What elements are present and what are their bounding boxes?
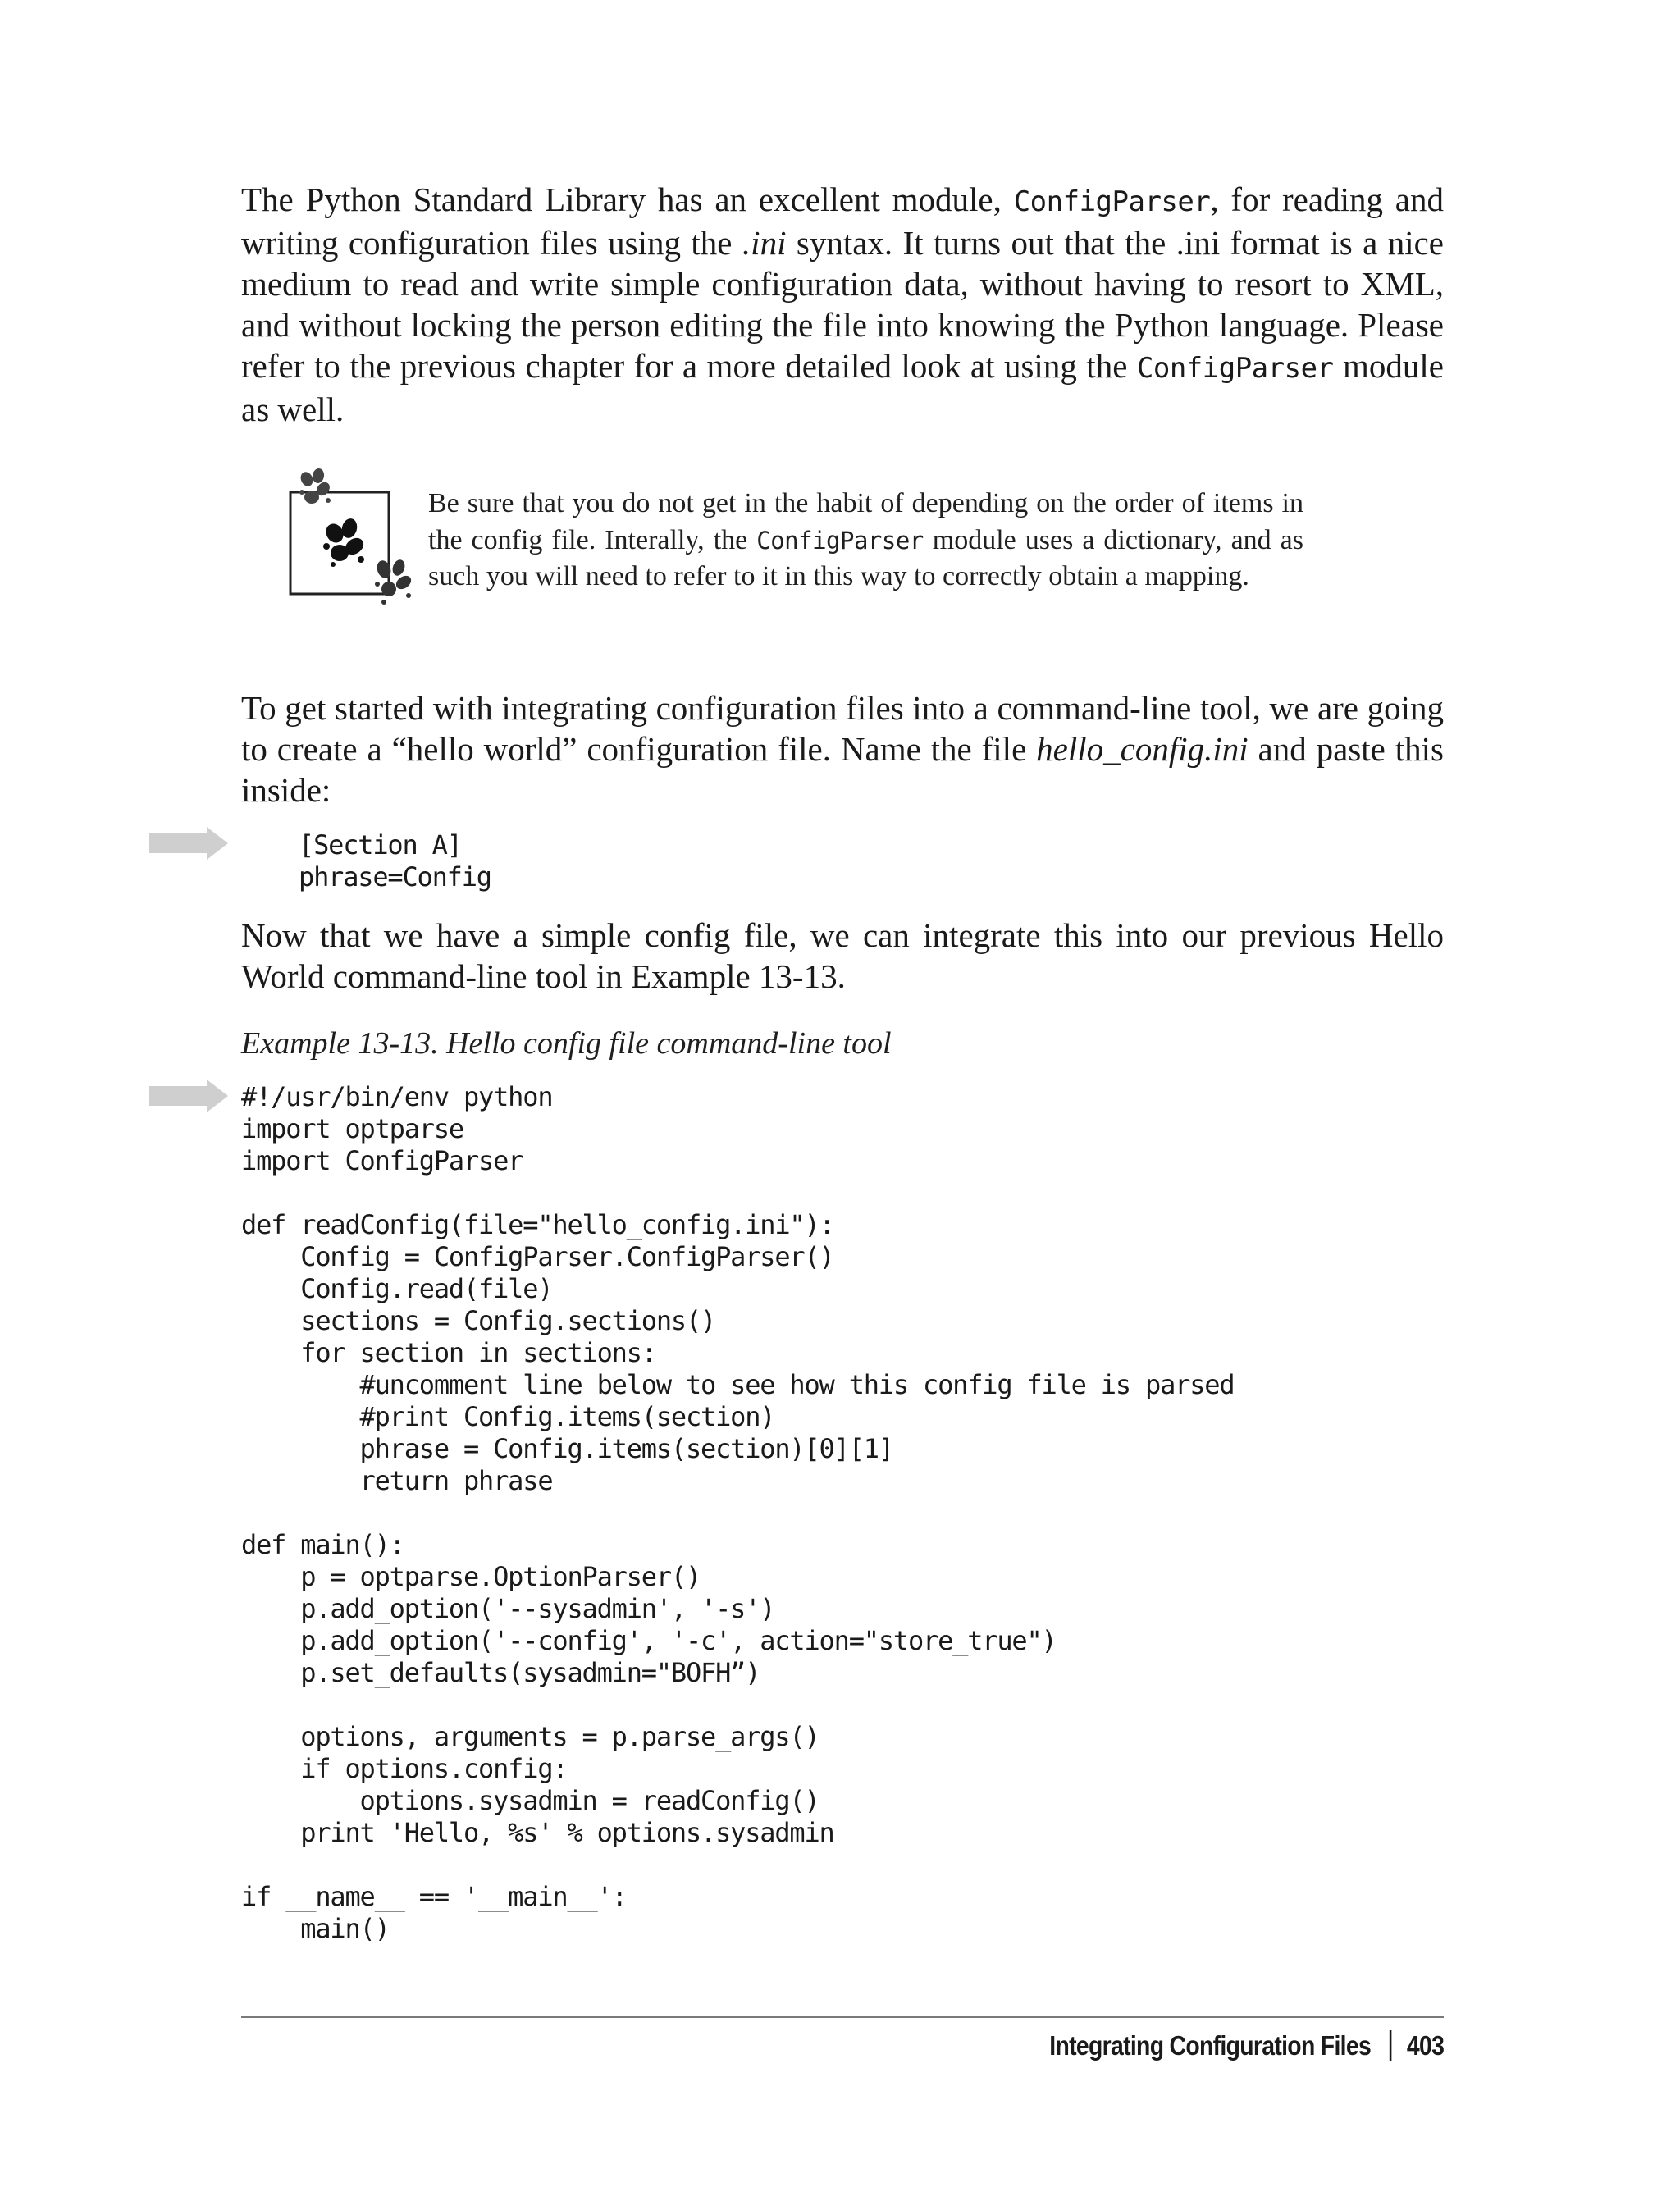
code-line: phrase=Config [299,861,491,892]
code-line: Config = ConfigParser.ConfigParser() [241,1241,834,1272]
code-line: Config.read(file) [241,1273,553,1304]
code-line: return phrase [241,1465,553,1496]
code-line: p = optparse.OptionParser() [241,1561,701,1592]
margin-arrow-icon [149,827,228,860]
code-line: options.sysadmin = readConfig() [241,1785,819,1816]
inline-code-configparser: ConfigParser [756,526,924,555]
code-line: p.set_defaults(sysadmin="BOFH”) [241,1657,760,1688]
code-line: options, arguments = p.parse_args() [241,1721,819,1752]
code-line: p.add_option('--sysadmin', '-s') [241,1593,775,1624]
intro-text-3: syntax. It turns out that the .ini format is a nice medium to read and write simple configuration data, without having to resort to XML, and without locking the person editing the file into knowing the Python language. Please refer to the previous chapter for a more detailed look at using the [241,224,1444,385]
python-code-listing [241,1081,1234,1945]
margin-arrow-icon [149,1080,228,1112]
code-line: if __name__ == '__main__': [241,1881,627,1912]
code-line: sections = Config.sections() [241,1305,716,1336]
turkey-tracks-tip-icon [287,468,415,610]
code-line: def main(): [241,1529,404,1560]
inline-emphasis-ini: .ini [742,224,787,262]
note-text-1: Be sure that you do not get in the habit of depending on the order of items in the config file. Interally, the [428,488,1303,555]
inline-emphasis-filename: hello_config.ini [1036,730,1249,768]
footer-separator [1389,2030,1391,2061]
note-text-2: module uses a dictionary, and as such you will need to refer to it in this way to correctly obtain a mapping. [428,524,1303,591]
tip-note [287,468,1304,640]
code-line: if options.config: [241,1753,568,1784]
intro-paragraph [241,179,1444,430]
code-line: main() [241,1913,390,1944]
get-started-text-2: and paste this inside: [241,730,1444,809]
code-line: #print Config.items(section) [241,1401,775,1432]
get-started-paragraph [241,687,1444,810]
code-line [241,1177,1234,1209]
ini-file-listing [299,829,491,893]
code-line: def readConfig(file="hello_config.ini"): [241,1209,834,1240]
inline-code-configparser: ConfigParser [1136,352,1334,385]
code-line [241,1689,1234,1721]
code-line: phrase = Config.items(section)[0][1] [241,1433,893,1464]
code-line: #uncomment line below to see how this config file is parsed [241,1369,1235,1400]
footer-rule [241,2016,1444,2018]
code-line: for section in sections: [241,1337,656,1368]
running-footer-title: Integrating Configuration Files [1049,2030,1371,2061]
inline-code-configparser: ConfigParser [1013,185,1211,218]
tip-note-text [428,486,1303,596]
intro-text-4: module as well. [241,347,1444,428]
page-number: 403 [1406,2030,1444,2061]
get-started-text-1: To get started with integrating configuration files into a command-line tool, we are going to create a “hello world” configuration file. Name the file [241,689,1444,768]
intro-text-2: , for reading and writing configuration files using the [241,180,1444,262]
code-line: p.add_option('--config', '-c', action="store_true") [241,1625,1057,1656]
example-caption: Example 13-13. Hello config file command-line tool [241,1026,892,1061]
code-line: import optparse [241,1113,463,1144]
code-line: print 'Hello, %s' % options.sysadmin [241,1817,834,1848]
code-line: import ConfigParser [241,1145,523,1176]
code-line: [Section A] [299,829,462,861]
page-footer [1049,2028,1444,2064]
now-paragraph: Now that we have a simple config file, we can integrate this into our previous Hello World command-line tool in Example 13-13. [241,916,1444,995]
intro-text-1: The Python Standard Library has an excellent module, [241,180,1014,218]
code-line [241,1497,1234,1529]
code-line: #!/usr/bin/env python [241,1081,553,1112]
code-line [241,1849,1234,1881]
